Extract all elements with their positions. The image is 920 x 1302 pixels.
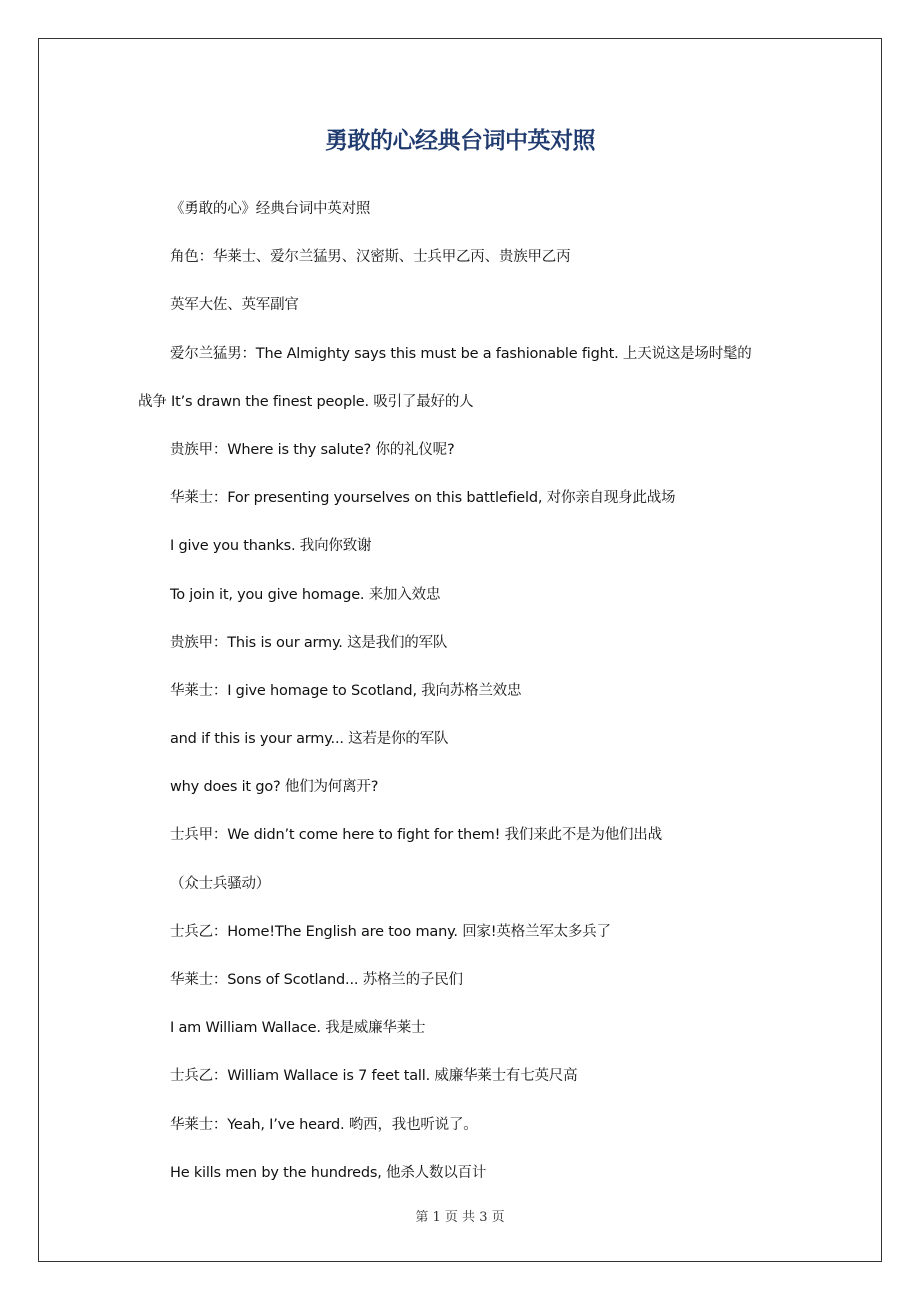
text-line: 《勇敢的心》经典台词中英对照: [170, 201, 371, 217]
text-line: 爱尔兰猛男：The Almighty says this must be a fashionable fight. 上天说这是场时髦的: [170, 345, 752, 362]
document-body: [138, 185, 798, 1197]
text-line: （众士兵骚动）: [170, 875, 271, 892]
text-line: and if this is your army... 这若是你的军队: [170, 731, 449, 748]
text-line: 战争 It’s drawn the finest people. 吸引了最好的人: [138, 393, 474, 410]
text-line: 英军大佐、英军副官: [170, 297, 299, 314]
text-line: why does it go? 他们为何离开?: [170, 779, 379, 796]
text-line: 华莱士：Sons of Scotland... 苏格兰的子民们: [170, 972, 463, 988]
text-line: 贵族甲：This is our army. 这是我们的军队: [170, 634, 448, 651]
page-footer: 第 1 页 共 3 页: [415, 1210, 505, 1225]
text-line: He kills men by the hundreds, 他杀人数以百计: [170, 1164, 487, 1181]
text-line: I give you thanks. 我向你致谢: [170, 538, 372, 555]
text-line: 华莱士：For presenting yourselves on this battlefield, 对你亲自现身此战场: [170, 490, 676, 507]
document-title: 勇敢的心经典台词中英对照: [325, 128, 595, 154]
text-line: 华莱士：I give homage to Scotland, 我向苏格兰效忠: [170, 682, 522, 699]
text-line: 角色：华莱士、爱尔兰猛男、汉密斯、士兵甲乙丙、贵族甲乙丙: [170, 249, 571, 266]
text-line: 士兵甲：We didn’t come here to fight for them! 我们来此不是为他们出战: [170, 827, 662, 844]
text-line: 华莱士：Yeah, I’ve heard. 哟西，我也听说了。: [170, 1116, 478, 1133]
text-line: To join it, you give homage. 来加入效忠: [170, 586, 441, 603]
text-line: 贵族甲：Where is thy salute? 你的礼仪呢?: [170, 441, 455, 458]
text-line: I am William Wallace. 我是威廉华莱士: [170, 1020, 426, 1037]
text-line: 士兵乙：Home!The English are too many. 回家!英格兰军太多兵了: [170, 923, 611, 940]
text-line: 士兵乙：William Wallace is 7 feet tall. 威廉华莱士有七英尺高: [170, 1068, 578, 1085]
